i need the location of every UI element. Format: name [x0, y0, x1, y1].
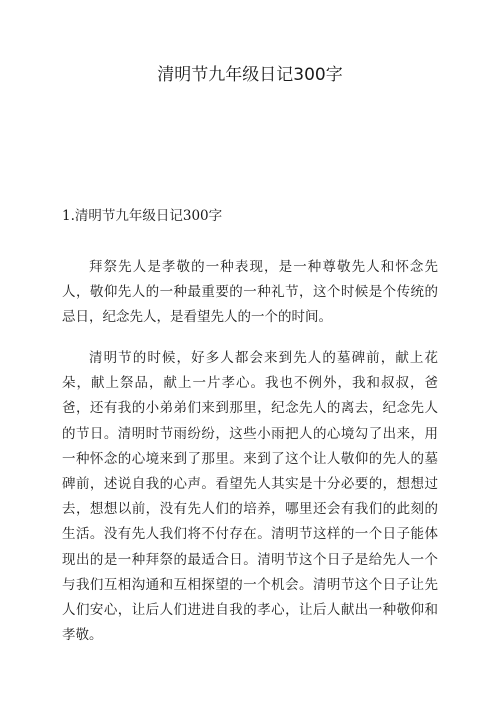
section-heading: 1.清明节九年级日记300字: [62, 208, 223, 224]
document-title: 清明节九年级日记300字: [157, 65, 343, 85]
paragraph-1: 拜祭先人是孝敬的一种表现，是一种尊敬先人和怀念先人，敬仰先人的一种最重要的一种礼节，这个时候是个传统的忌日，纪念先人，是看望先人的一个的时间。: [62, 259, 438, 326]
paragraph-2: 清明节的时候，好多人都会来到先人的墓碑前，献上花朵，献上祭品，献上一片孝心。我也不例外，我和叔叔，爸爸，还有我的小弟弟们来到那里，纪念先人的离去，纪念先人的节日。清明时节雨纷纷，这些小雨把人的心境勾了出来，用一种怀念的心境来到了那里。来到了这个让人敬仰的先人的墓碑前，述说自我的心声。看望先人其实是十分必要的，想想过去，想想以前，没有先人们的培养，哪里还会有我们的此刻的生活。没有先人我们将不付存在。清明节这样的一个日子能体现出的是一种拜祭的最适合日。清明节这个日子是给先人一个与我们互相沟通和互相探望的一个机会。清明节这个日子让先人们安心，让后人们进进自我的孝心，让后人献出一种敬仰和孝敬。: [62, 350, 438, 644]
